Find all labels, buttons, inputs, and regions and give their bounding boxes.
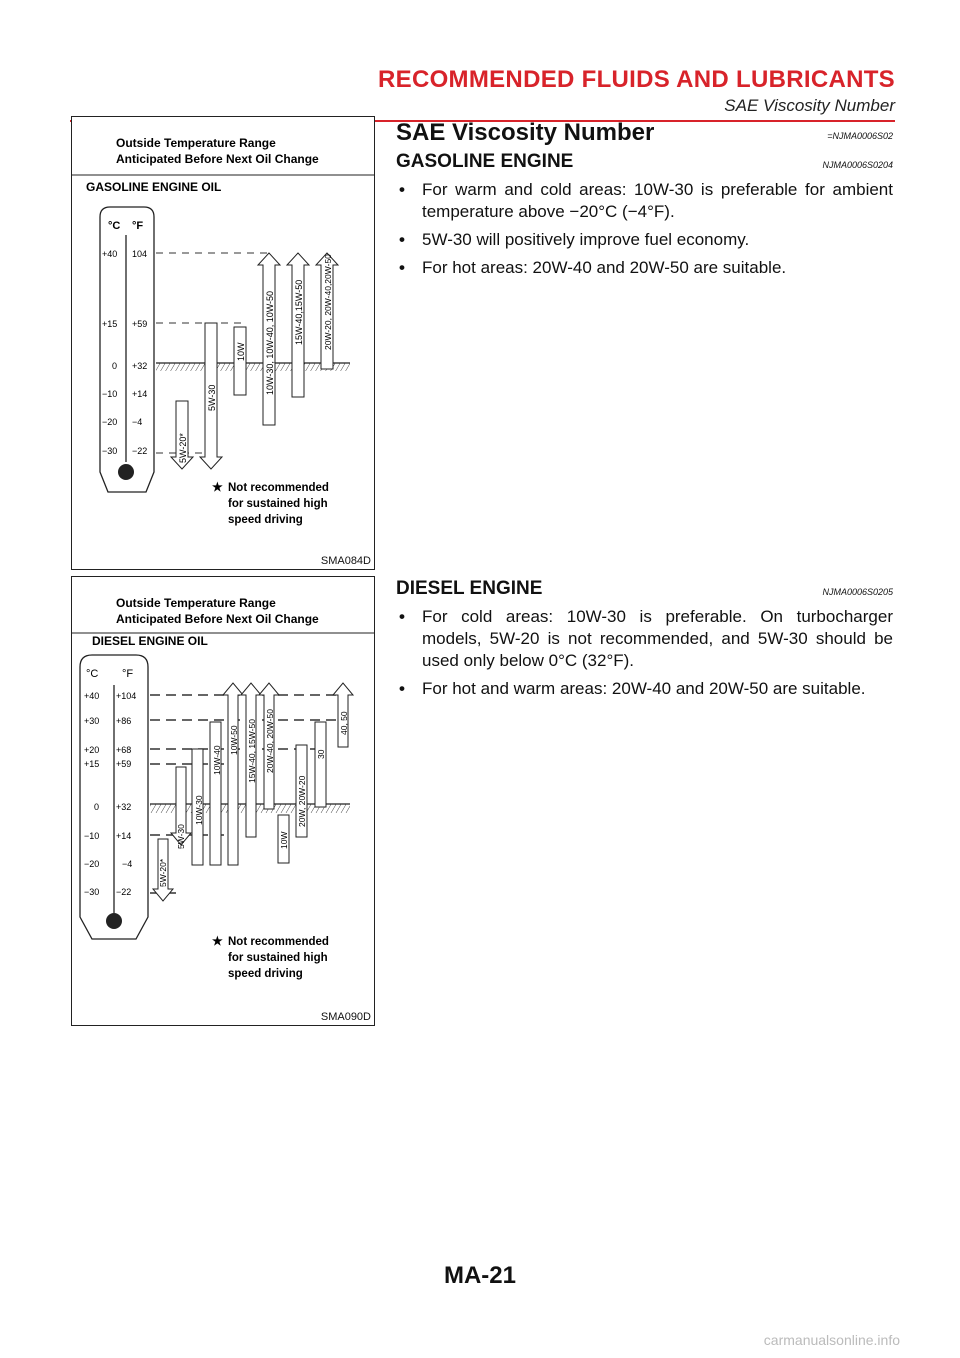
c-tick-minus20: −20 — [102, 417, 118, 427]
thermometer-bulb — [118, 464, 134, 480]
grade-bar-20w40-20w50 — [259, 683, 279, 809]
c-tick-minus20: −20 — [84, 859, 100, 869]
grade-label-10w: 10W — [279, 831, 289, 849]
heading-text: DIESEL ENGINE — [396, 578, 543, 599]
chart-title: DIESEL ENGINE OIL — [92, 634, 208, 648]
heading-gasoline-engine — [396, 151, 893, 173]
section-gasoline — [396, 119, 893, 279]
grade-label: 10W — [236, 342, 246, 361]
heading-sae-viscosity — [396, 119, 893, 147]
figure-code: SMA090D — [320, 1011, 371, 1023]
caption-line2: Anticipated Before Next Oil Change — [116, 612, 319, 626]
note-star-icon: ★ — [212, 480, 223, 494]
f-tick-minus22: −22 — [132, 446, 148, 456]
section-title: RECOMMENDED FLUIDS AND LUBRICANTS — [378, 66, 895, 93]
note-line3: speed driving — [228, 514, 303, 526]
note-line1: Not recommended — [228, 936, 329, 948]
heading-ref: NJMA0006S0204 — [822, 160, 893, 170]
grade-label: 15W-40,15W-50 — [294, 279, 304, 345]
list-item: • For cold areas: 10W-30 is preferable. On turbocharger models, 5W-20 is not recommended, and 5W-30 should be used only below 0°C (32°F). — [396, 606, 893, 672]
grade-label: 5W-30 — [207, 384, 217, 411]
grade-label-20w: 20W, 20W-20 — [297, 775, 307, 827]
page-header — [70, 66, 895, 122]
c-tick-15: +15 — [102, 319, 118, 329]
list-item: • 5W-30 will positively improve fuel economy. — [396, 229, 893, 251]
c-tick-40: +40 — [102, 249, 118, 259]
caption-line1: Outside Temperature Range — [116, 136, 276, 150]
f-tick-32: +32 — [132, 361, 148, 371]
grade-label: 10W-30, 10W-40, 10W-50 — [265, 290, 275, 395]
grade-label: 40, 50 — [339, 711, 349, 735]
list-item: • For warm and cold areas: 10W-30 is preferable for ambient temperature above −20°C (−4°F). — [396, 179, 893, 223]
grade-label: 20W-40, 20W-50 — [265, 709, 275, 773]
grade-bar-5w30 — [200, 323, 222, 469]
caption-line2: Anticipated Before Next Oil Change — [116, 152, 319, 166]
heading-text: SAE Viscosity Number — [396, 119, 655, 146]
figure-diesel-oil-chart — [71, 576, 375, 1026]
grade-bar-5w20 — [171, 401, 193, 469]
grade-bar-30 — [315, 722, 326, 807]
grade-bar-20w20-20w40-20w50 — [316, 253, 338, 369]
f-tick-86: +86 — [116, 716, 132, 726]
grade-label: 15W-40, 15W-50 — [247, 719, 257, 783]
gasoline-chart-svg — [72, 117, 374, 569]
subsection-title: SAE Viscosity Number — [724, 96, 895, 115]
c-tick-minus10: −10 — [102, 389, 118, 399]
f-tick-59: +59 — [132, 319, 148, 329]
grade-bar-10w40 — [210, 722, 221, 865]
f-tick-minus4: −4 — [122, 859, 133, 869]
caption-line1: Outside Temperature Range — [116, 596, 276, 610]
figure-gasoline-oil-chart — [71, 116, 375, 570]
heading-ref: =NJMA0006S02 — [827, 131, 893, 141]
f-tick-104: 104 — [132, 249, 148, 259]
f-tick-minus4: −4 — [132, 417, 143, 427]
c-tick-minus30: −30 — [84, 887, 100, 897]
grade-label-10w40: 10W-40 — [212, 745, 222, 775]
unit-fahrenheit: °F — [122, 668, 134, 680]
grade-label: 10W-50 — [229, 725, 239, 755]
grade-bar-10w — [234, 327, 246, 395]
figure-code: SMA084D — [320, 555, 371, 567]
grade-label-10w30: 10W-30 — [194, 795, 204, 825]
c-tick-minus10: −10 — [84, 831, 100, 841]
f-tick-14: +14 — [132, 389, 148, 399]
grade-bar-15w40-15w50 — [287, 253, 309, 397]
unit-celsius: °C — [108, 220, 121, 232]
section-diesel — [396, 574, 893, 700]
grade-label: 5W-20* — [178, 433, 188, 463]
grade-bar-15w40-15w50 — [241, 683, 261, 837]
f-tick-32: +32 — [116, 802, 132, 812]
note-line3: speed driving — [228, 968, 303, 980]
c-tick-0: 0 — [94, 802, 100, 812]
c-tick-40: +40 — [84, 691, 100, 701]
c-tick-minus30: −30 — [102, 446, 118, 456]
list-item: • For hot and warm areas: 20W-40 and 20W-50 are suitable. — [396, 678, 893, 700]
c-tick-20: +20 — [84, 745, 100, 755]
unit-celsius: °C — [86, 668, 99, 680]
c-tick-0: 0 — [112, 361, 118, 371]
heading-diesel-engine — [396, 578, 893, 600]
c-tick-15: +15 — [84, 759, 100, 769]
f-tick-14: +14 — [116, 831, 132, 841]
diesel-chart-svg — [72, 577, 374, 1025]
list-item: • For hot areas: 20W-40 and 20W-50 are suitable. — [396, 257, 893, 279]
grade-label: 5W-30 — [176, 824, 186, 849]
f-tick-minus22: −22 — [116, 887, 132, 897]
gasoline-bullet-list — [396, 179, 893, 279]
thermometer-bulb — [106, 913, 122, 929]
f-tick-104: +104 — [116, 691, 137, 701]
chart-title: GASOLINE ENGINE OIL — [86, 180, 222, 194]
diesel-bullet-list — [396, 606, 893, 700]
watermark: carmanualsonline.info — [763, 1332, 900, 1348]
heading-text: GASOLINE ENGINE — [396, 151, 574, 172]
grade-label-30: 30 — [316, 749, 326, 759]
grade-bar-5w20 — [153, 839, 173, 901]
grade-bar-40-50 — [333, 683, 353, 747]
grade-bar-10w50 — [223, 683, 243, 865]
note-line1: Not recommended — [228, 482, 329, 494]
note-star-icon: ★ — [212, 934, 223, 948]
page-number: MA-21 — [443, 1262, 516, 1289]
f-tick-59: +59 — [116, 759, 132, 769]
c-tick-30: +30 — [84, 716, 100, 726]
note-line2: for sustained high — [228, 952, 328, 964]
unit-fahrenheit: °F — [132, 220, 144, 232]
f-tick-68: +68 — [116, 745, 132, 755]
grade-label: 5W-20* — [158, 858, 168, 887]
grade-label: 20W-20, 20W-40,20W-50 — [323, 254, 333, 350]
note-line2: for sustained high — [228, 498, 328, 510]
grade-bar-10w30-10w40-10w50 — [258, 253, 280, 425]
heading-ref: NJMA0006S0205 — [822, 587, 893, 597]
